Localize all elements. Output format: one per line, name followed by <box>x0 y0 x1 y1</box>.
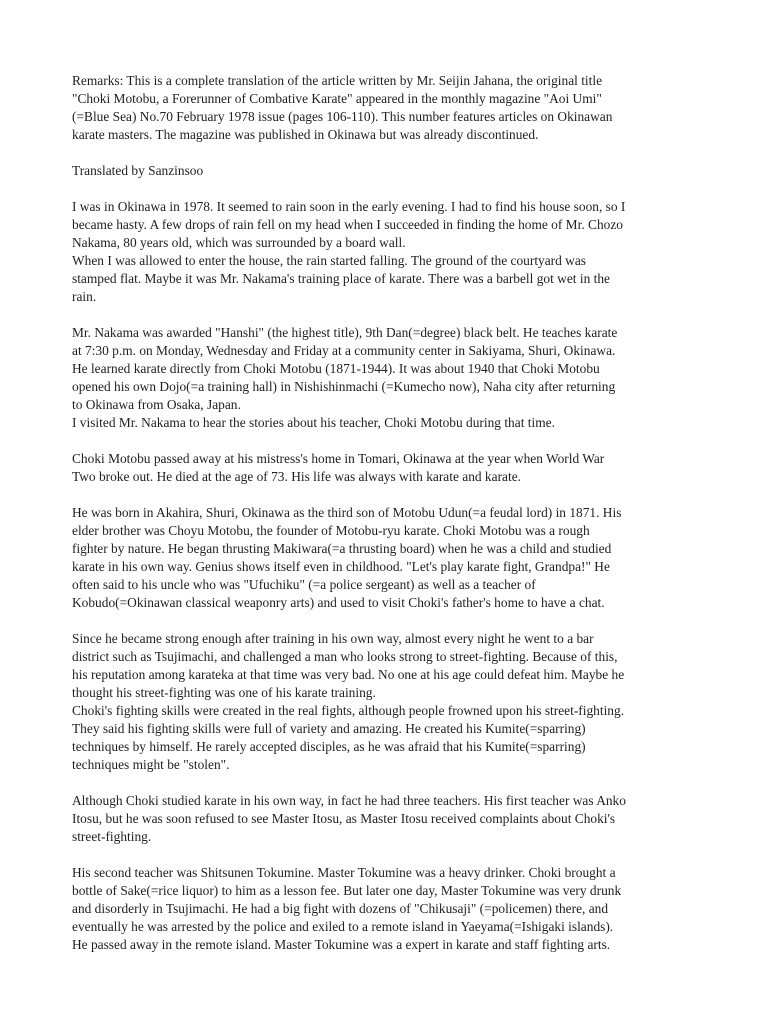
paragraph-arrival: I was in Okinawa in 1978. It seemed to rain soon in the early evening. I had to find his house soon, so I became hasty. A few drops of rain fell on my head when I succeeded in finding the home of Mr. Chozo Nakama, 80 years old, which was surrounded by a board wall. <box>72 199 626 250</box>
remarks-paragraph: Remarks: This is a complete translation of the article written by Mr. Seijin Jahana, the original title "Choki Motobu, a Forerunner of Combative Karate" appeared in the monthly magazine "Aoi Umi" (=Blue Sea) No.70 February 1978 issue (pages 106-110). This number features articles on Okinawan karate masters. The magazine was published in Okinawa but was already discontinued. <box>72 73 613 142</box>
document-page <box>72 72 712 972</box>
paragraph-second-teacher: His second teacher was Shitsunen Tokumine. Master Tokumine was a heavy drinker. Choki brought a bottle of Sake(=rice liquor) to him as a lesson fee. But later one day, Master Tokumine was very drunk and disorderly in Tsujimachi. He had a big fight with dozens of "Chikusaji" (=policemen) there, and eventually he was arrested by the police and exiled to a remote island in Yaeyama(=Ishigaki islands). He passed away in the remote island. Master Tokumine was a expert in karate and staff fighting arts. <box>72 865 622 952</box>
paragraph-nakama-background: Mr. Nakama was awarded "Hanshi" (the highest title), 9th Dan(=degree) black belt. He teaches karate at 7:30 p.m. on Monday, Wednesday and Friday at a community center in Sakiyama, Shuri, Okinawa. He learned karate directly from Choki Motobu (1871-1944). It was about 1940 that Choki Motobu opened his own Dojo(=a training hall) in Nishishinmachi (=Kumecho now), Naha city after returning to Okinawa from Osaka, Japan. <box>72 325 618 412</box>
translator-credit: Translated by Sanzinsoo <box>72 163 204 178</box>
paragraph-first-teacher: Although Choki studied karate in his own way, in fact he had three teachers. His first teacher was Anko Itosu, but he was soon refused to see Master Itosu, as Master Itosu received complaints about Choki's street-fighting. <box>72 793 626 844</box>
paragraph-courtyard: When I was allowed to enter the house, the rain started falling. The ground of the courtyard was stamped flat. Maybe it was Mr. Nakama's training place of karate. There was a barbell got wet in the rain. <box>72 253 610 304</box>
paragraph-birth: He was born in Akahira, Shuri, Okinawa as the third son of Motobu Udun(=a feudal lord) in 1871. His elder brother was Choyu Motobu, the founder of Motobu-ryu karate. Choki Motobu was a rough fighter by nature. He began thrusting Makiwara(=a thrusting board) when he was a child and studied karate in his own way. Genius shows itself even in childhood. "Let's play karate fight, Grandpa!" He often said to his uncle who was "Ufuchiku" (=a police sergeant) as well as a teacher of Kobudo(=Okinawan classical weaponry arts) and used to visit Choki's father's home to have a chat. <box>72 505 622 610</box>
paragraph-visit-purpose: I visited Mr. Nakama to hear the stories about his teacher, Choki Motobu during that time. <box>72 415 555 430</box>
paragraph-fighting-skills: Choki's fighting skills were created in the real fights, although people frowned upon his street-fighting. They said his fighting skills were full of variety and amazing. He created his Kumite(=sparring) techniques by himself. He rarely accepted disciples, as he was afraid that his Kumite(=sparring) techniques might be "stolen". <box>72 703 625 772</box>
paragraph-death: Choki Motobu passed away at his mistress's home in Tomari, Okinawa at the year when World War Two broke out. He died at the age of 73. His life was always with karate and karate. <box>72 451 605 484</box>
paragraph-street-fighting: Since he became strong enough after training in his own way, almost every night he went to a bar district such as Tsujimachi, and challenged a man who looks strong to street-fighting. Because of this, his reputation among karateka at that time was very bad. No one at his age could defeat him. Maybe he thought his street-fighting was one of his karate training. <box>72 631 625 700</box>
